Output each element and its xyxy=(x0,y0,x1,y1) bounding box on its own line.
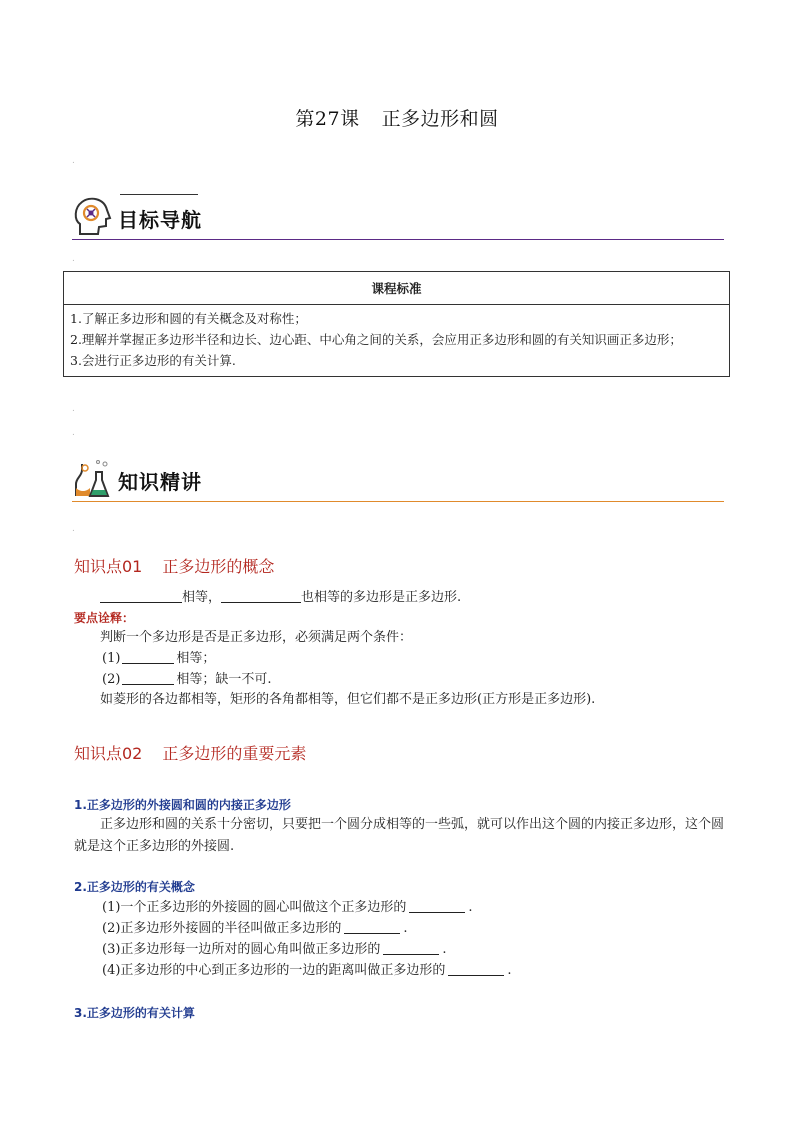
course-standards-table xyxy=(63,271,730,377)
example-text: 如菱形的各边都相等，矩形的各角都相等，但它们都不是正多边形(正方形是正多边形). xyxy=(100,692,596,707)
fill-blank[interactable] xyxy=(383,940,439,955)
fill-blank[interactable] xyxy=(221,588,301,603)
standard-item: 3.会进行正多边形的有关计算. xyxy=(70,353,236,368)
paragraph-mark: . xyxy=(72,428,75,438)
header-top-rule xyxy=(120,194,198,195)
subheading-3: 3.正多边形的有关计算 xyxy=(74,1006,195,1020)
condition-2: (2) 相等；缺一不可. xyxy=(102,672,272,687)
table-header: 课程标准 xyxy=(64,272,730,305)
section-title: 知识精讲 xyxy=(118,470,202,494)
paragraph-1: 正多边形和圆的关系十分密切，只要把一个圆分成相等的一些弧，就可以作出这个圆的内接正多边形，这个圆就是这个正多边形的外接圆. xyxy=(74,817,725,854)
fill-blank[interactable] xyxy=(448,961,504,976)
fill-blank[interactable] xyxy=(122,649,174,664)
concept-line-1: (1)一个正多边形的外接圆的圆心叫做这个正多边形的 . xyxy=(102,900,473,915)
paragraph-mark: . xyxy=(72,404,75,414)
standard-item: 2.理解并掌握正多边形半径和边长、边心距、中心角之间的关系，会应用正多边形和圆的有关知识画正多边形； xyxy=(70,332,682,347)
knowledge-point-1-heading xyxy=(74,554,274,577)
section-rule xyxy=(72,239,724,240)
fill-blank[interactable] xyxy=(409,898,465,913)
fill-blank[interactable] xyxy=(122,670,174,685)
definition-line: 相等， 也相等的多边形是正多边形. xyxy=(100,588,461,608)
subheading-2: 2.正多边形的有关概念 xyxy=(74,880,195,894)
fill-blank[interactable] xyxy=(100,588,182,603)
judge-text: 判断一个多边形是否是正多边形，必须满足两个条件： xyxy=(100,630,413,645)
head-gears-icon xyxy=(72,196,112,238)
concept-line-3: (3)正多边形每一边所对的圆心角叫做正多边形的 . xyxy=(102,942,447,957)
paragraph-mark: . xyxy=(72,156,75,166)
paragraph-mark: . xyxy=(72,254,75,264)
lesson-topic: 正多边形和圆 xyxy=(381,108,499,130)
paragraph-mark: . xyxy=(72,524,75,534)
kp-number: 知识点02 xyxy=(74,744,143,763)
lab-flask-icon xyxy=(72,458,112,500)
standard-item: 1.了解正多边形和圆的有关概念及对称性； xyxy=(70,311,307,326)
table-cell xyxy=(64,305,730,377)
page-title xyxy=(0,104,794,131)
condition-1: (1) 相等； xyxy=(102,651,216,666)
fill-blank[interactable] xyxy=(344,919,400,934)
subheading-1: 1.正多边形的外接圆和圆的内接正多边形 xyxy=(74,798,291,812)
section-title: 目标导航 xyxy=(118,208,202,232)
concept-line-4: (4)正多边形的中心到正多边形的一边的距离叫做正多边形的 . xyxy=(102,963,512,978)
lesson-number: 第27课 xyxy=(295,108,360,130)
knowledge-point-2-heading xyxy=(74,741,306,764)
kp-number: 知识点01 xyxy=(74,557,143,576)
section-header-goal xyxy=(72,194,724,240)
key-note-label: 要点诠释： xyxy=(74,611,135,625)
concept-line-2: (2)正多边形外接圆的半径叫做正多边形的 . xyxy=(102,921,408,936)
kp-title: 正多边形的重要元素 xyxy=(162,744,307,763)
section-header-knowledge xyxy=(72,456,724,502)
kp-title: 正多边形的概念 xyxy=(162,557,275,576)
section-rule xyxy=(72,501,724,502)
